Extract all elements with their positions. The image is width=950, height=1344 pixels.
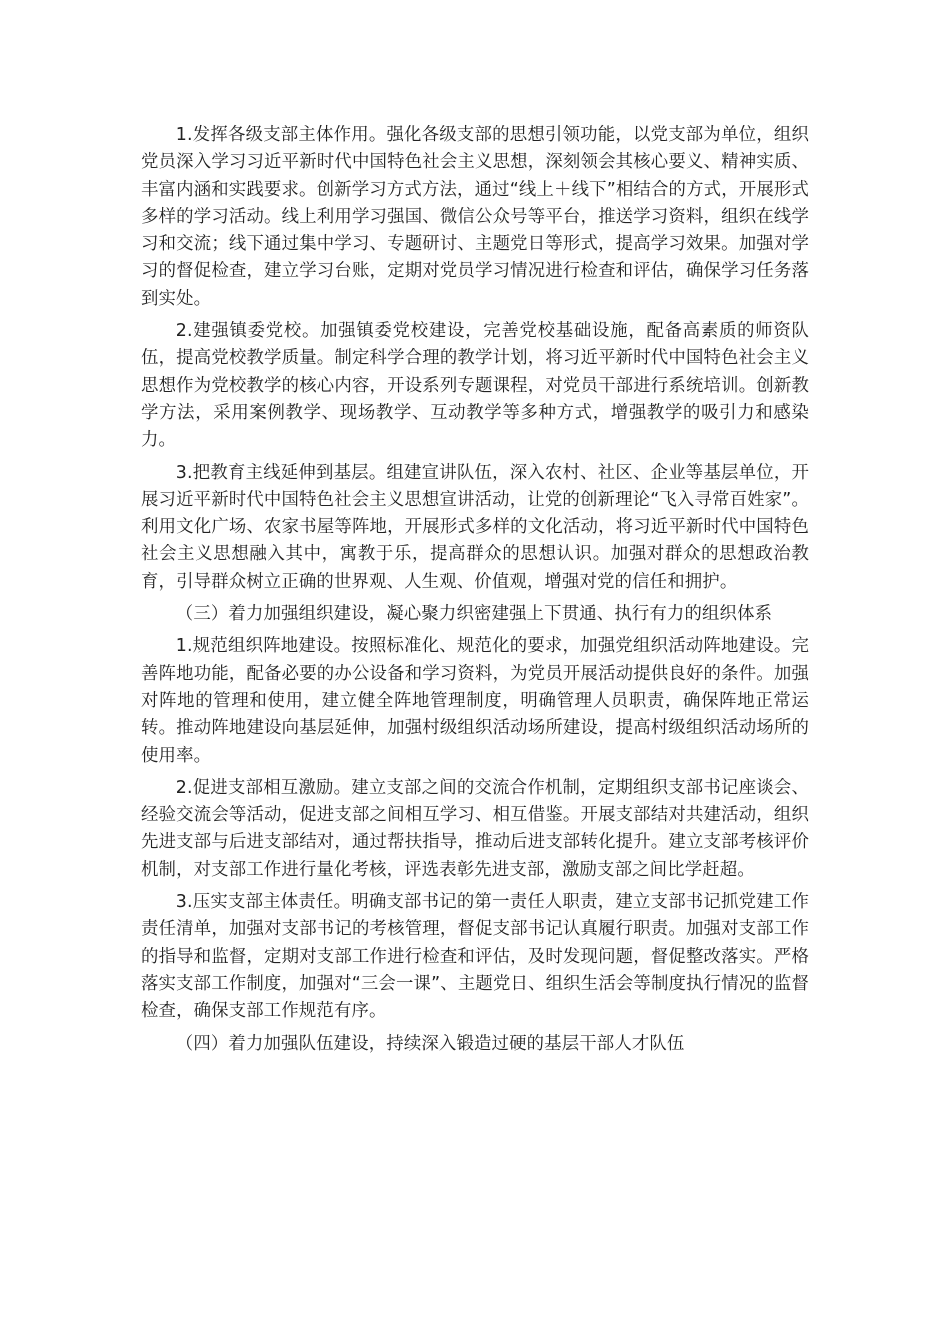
- section-heading-organization: （三）着力加强组织建设，凝心聚力织密建强上下贯通、执行有力的组织体系: [175, 604, 773, 625]
- paragraph-study-branch-role: 1.发挥各级支部主体作用。强化各级支部的思想引领功能，以党支部为单位，组织党员深入学习习近平新时代中国特色社会主义思想，深刻领会其核心要义、精神实质、丰富内涵和实践要求。创新学习方式方法，通过“线上＋线下”相结合的方式，开展形式多样的学习活动。线上利用学习强国、微信公众号等平台，推送学习资料，组织在线学习和交流；线下通过集中学习、专题研讨、主题党日等形式，提高学习效果。加强对学习的督促检查，建立学习台账，定期对党员学习情况进行检查和评估，确保学习任务落到实处。: [141, 125, 809, 309]
- paragraph-branch-responsibility: 3.压实支部主体责任。明确支部书记的第一责任人职责，建立支部书记抓党建工作责任清单，加强对支部书记的考核管理，督促支部书记认真履行职责。加强对支部工作的指导和监督，定期对支部工作进行检查和评估，及时发现问题，督促整改落实。严格落实支部工作制度，加强对“三会一课”、主题党日、组织生活会等制度执行情况的监督检查，确保支部工作规范有序。: [141, 892, 809, 1022]
- paragraph-town-party-school: 2.建强镇委党校。加强镇委党校建设，完善党校基础设施，配备高素质的师资队伍，提高党校教学质量。制定科学合理的教学计划，将习近平新时代中国特色社会主义思想作为党校教学的核心内容，开设系列专题课程，对党员干部进行系统培训。创新教学方法，采用案例教学、现场教学、互动教学等多种方式，增强教学的吸引力和感染力。: [141, 321, 809, 451]
- document-page: [141, 122, 809, 1063]
- paragraph-organization-venue: 1.规范组织阵地建设。按照标准化、规范化的要求，加强党组织活动阵地建设。完善阵地功能，配备必要的办公设备和学习资料，为党员开展活动提供良好的条件。加强对阵地的管理和使用，建立健全阵地管理制度，明确管理人员职责，确保阵地正常运转。推动阵地建设向基层延伸，加强村级组织活动场所建设，提高村级组织活动场所的使用率。: [141, 636, 809, 766]
- paragraph-branch-incentive: 2.促进支部相互激励。建立支部之间的交流合作机制，定期组织支部书记座谈会、经验交流会等活动，促进支部之间相互学习、相互借鉴。开展支部结对共建活动，组织先进支部与后进支部结对，通过帮扶指导，推动后进支部转化提升。建立支部考核评价机制，对支部工作进行量化考核，评选表彰先进支部，激励支部之间比学赶超。: [141, 777, 809, 880]
- paragraph-education-grassroots: 3.把教育主线延伸到基层。组建宣讲队伍，深入农村、社区、企业等基层单位，开展习近平新时代中国特色社会主义思想宣讲活动，让党的创新理论“飞入寻常百姓家”。利用文化广场、农家书屋等阵地，开展形式多样的文化活动，将习近平新时代中国特色社会主义思想融入其中，寓教于乐，提高群众的思想认识。加强对群众的思想政治教育，引导群众树立正确的世界观、人生观、价值观，增强对党的信任和拥护。: [141, 462, 809, 592]
- section-heading-team: （四）着力加强队伍建设，持续深入锻造过硬的基层干部人才队伍: [175, 1033, 685, 1054]
